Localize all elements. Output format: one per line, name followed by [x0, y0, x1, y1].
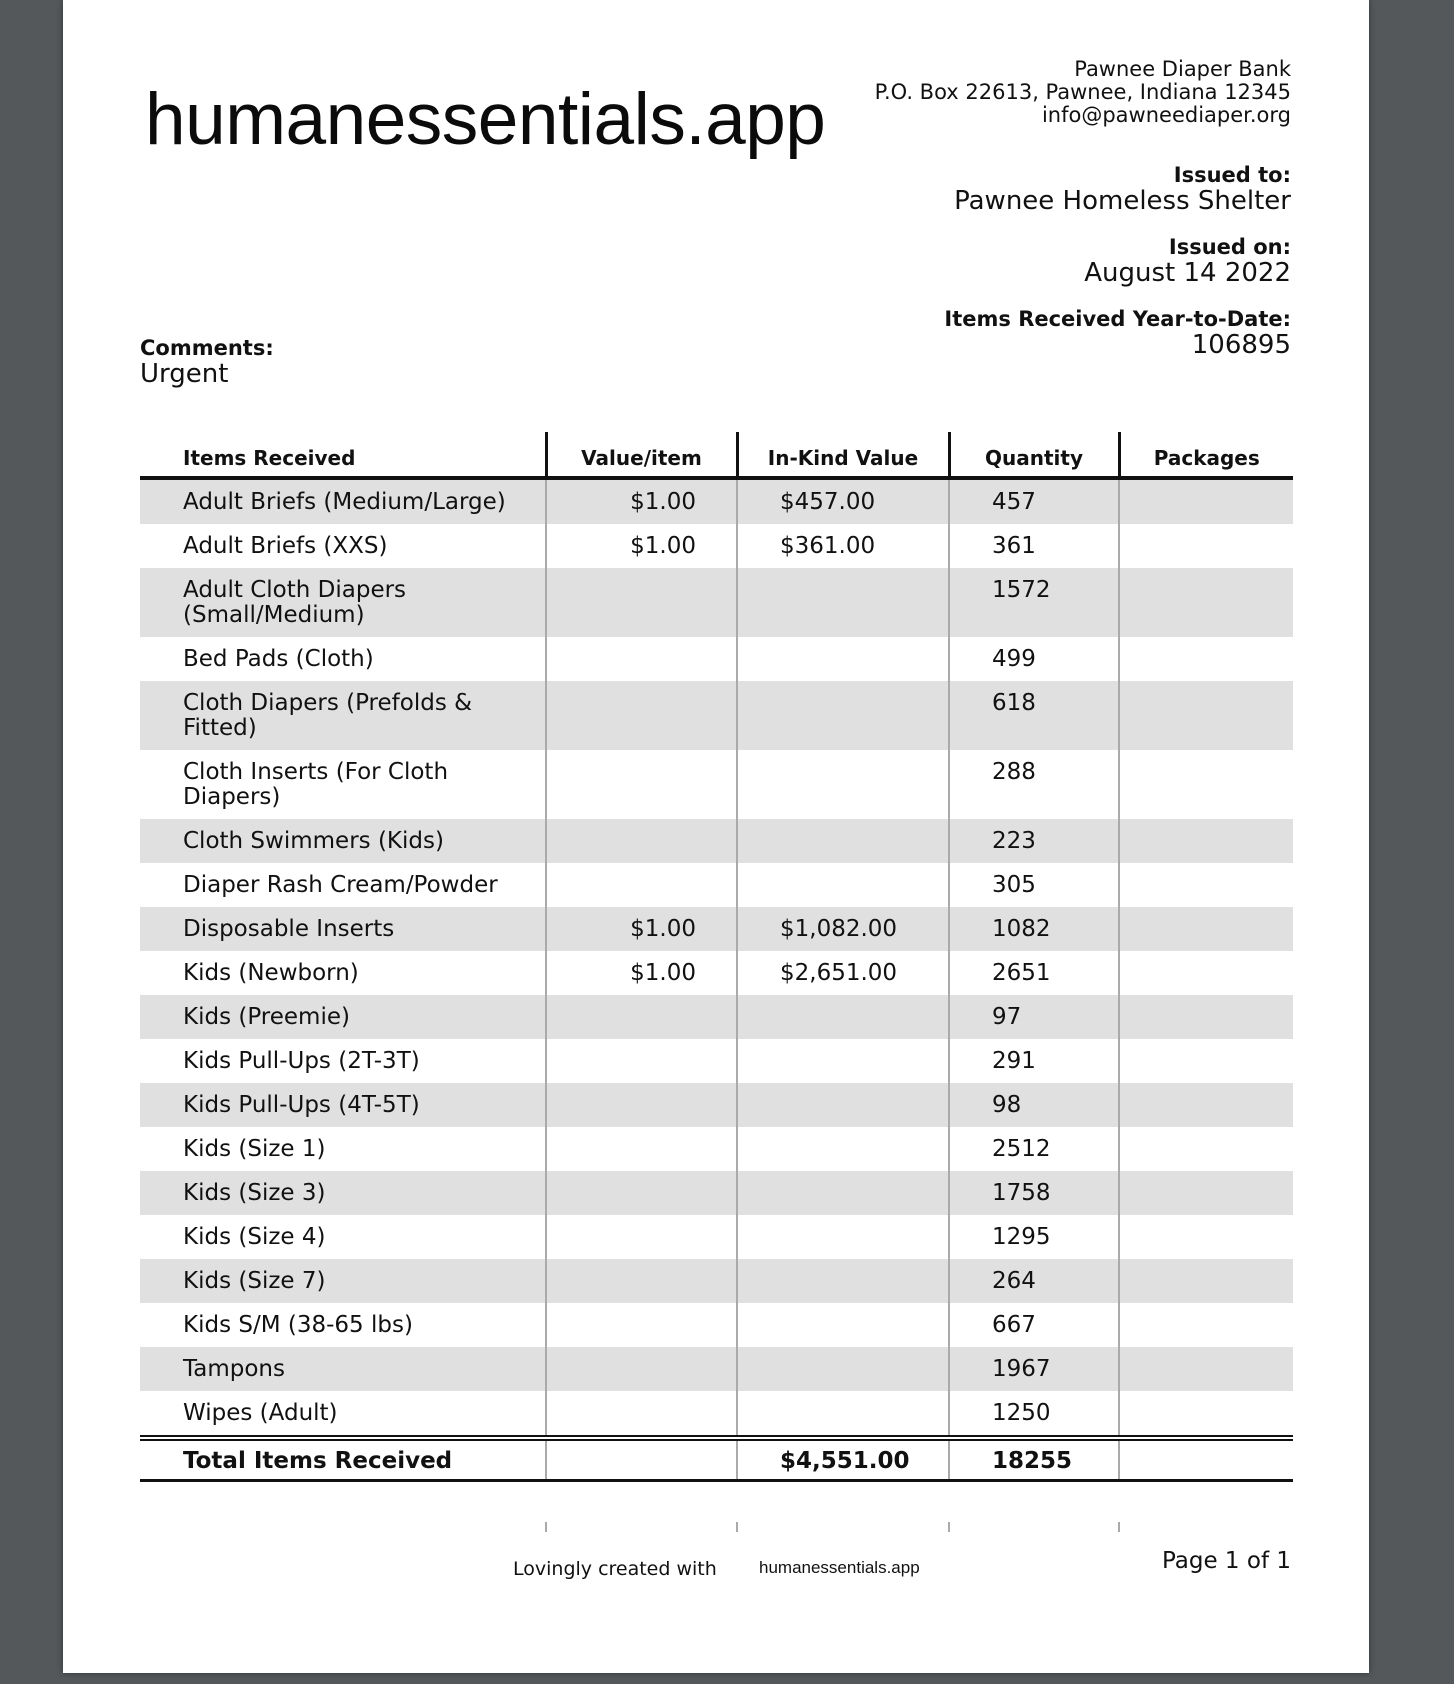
organization-name: Pawnee Diaper Bank: [1074, 57, 1291, 81]
column-divider-tail: [736, 1522, 738, 1532]
cell-quantity: 361: [949, 524, 1119, 568]
cell-item: Adult Briefs (Medium/Large): [140, 478, 546, 524]
cell-packages: [1119, 819, 1293, 863]
total-quantity: 18255: [949, 1438, 1119, 1481]
table-row: [140, 907, 1293, 951]
ytd-value: 106895: [1191, 330, 1291, 360]
cell-value-per-item: [546, 995, 737, 1039]
cell-quantity: 667: [949, 1303, 1119, 1347]
cell-in-kind-value: [737, 1127, 949, 1171]
cell-value-per-item: [546, 1303, 737, 1347]
cell-item: Kids (Newborn): [183, 960, 359, 986]
cell-quantity: 2512: [949, 1127, 1119, 1171]
cell-item: Wipes (Adult): [183, 1400, 338, 1426]
cell-item: Bed Pads (Cloth): [183, 646, 374, 672]
table-row: [140, 951, 1293, 995]
table-row: [140, 524, 1293, 568]
comments-value: Urgent: [140, 359, 229, 389]
cell-in-kind-value: $361.00: [737, 524, 949, 568]
cell-in-kind-value: [737, 1303, 949, 1347]
cell-in-kind-value: [737, 637, 949, 681]
issued-to-label: Issued to:: [1173, 163, 1291, 187]
header-value-per-item: Value/item: [546, 432, 737, 478]
header-quantity: Quantity: [949, 432, 1119, 478]
cell-packages: [1119, 1347, 1293, 1391]
cell-value-per-item: $1.00: [546, 907, 737, 951]
header-in-kind-value: In-Kind Value: [737, 432, 949, 478]
cell-quantity: 1572: [949, 568, 1119, 637]
ytd-block: [944, 307, 1291, 359]
cell-quantity: 288: [949, 750, 1119, 819]
total-packages: [1119, 1438, 1293, 1481]
cell-in-kind-value: $1,082.00: [737, 907, 949, 951]
cell-packages: [1119, 568, 1293, 637]
cell-in-kind-value: [737, 819, 949, 863]
cell-packages: [1119, 681, 1293, 750]
cell-packages: [1119, 750, 1293, 819]
cell-item: Tampons: [140, 1347, 546, 1391]
cell-in-kind-value: [737, 1083, 949, 1127]
cell-value-per-item: $1.00: [546, 524, 737, 568]
table-row: [140, 1391, 1293, 1438]
page-number: Page 1 of 1: [1161, 1548, 1291, 1574]
cell-value-per-item: [546, 1083, 737, 1127]
cell-quantity: 97: [949, 995, 1119, 1039]
cell-quantity: 98: [949, 1083, 1119, 1127]
cell-item: Kids (Size 7): [140, 1259, 546, 1303]
cell-item: Adult Briefs (XXS): [183, 533, 388, 559]
cell-in-kind-value: [737, 681, 949, 750]
organization-block: [875, 58, 1291, 127]
cell-quantity: 223: [949, 819, 1119, 863]
cell-item: Diaper Rash Cream/Powder: [183, 872, 498, 898]
table-row: [140, 750, 1293, 819]
cell-packages: [1119, 1391, 1293, 1438]
organization-email: info@pawneediaper.org: [1041, 103, 1291, 127]
cell-packages: [1119, 637, 1293, 681]
cell-value-per-item: [546, 750, 737, 819]
cell-value-per-item: [546, 568, 737, 637]
cell-value-per-item: [546, 1215, 737, 1259]
table-row: [140, 863, 1293, 907]
cell-quantity: 618: [949, 681, 1119, 750]
cell-value-per-item: $1.00: [546, 478, 737, 524]
cell-in-kind-value: [737, 1347, 949, 1391]
issued-on-block: [1084, 235, 1291, 287]
cell-item: Kids (Size 1): [183, 1136, 326, 1162]
cell-packages: [1119, 863, 1293, 907]
total-value-per-item: [546, 1438, 737, 1481]
cell-value-per-item: [546, 819, 737, 863]
table-row: [140, 681, 1293, 750]
table-row: [140, 819, 1293, 863]
cell-value-per-item: [546, 1259, 737, 1303]
column-divider-tail: [545, 1522, 547, 1532]
table-row: [140, 1083, 1293, 1127]
cell-value-per-item: [546, 1391, 737, 1438]
table-row: [140, 1215, 1293, 1259]
cell-quantity: 499: [949, 637, 1119, 681]
cell-item: Cloth Swimmers (Kids): [140, 819, 546, 863]
organization-address: P.O. Box 22613, Pawnee, Indiana 12345: [874, 80, 1291, 104]
table-row: [140, 478, 1293, 524]
cell-in-kind-value: [737, 1215, 949, 1259]
cell-quantity: 305: [949, 863, 1119, 907]
table-row: [140, 637, 1293, 681]
cell-value-per-item: [546, 863, 737, 907]
cell-packages: [1119, 1039, 1293, 1083]
cell-packages: [1119, 1259, 1293, 1303]
cell-packages: [1119, 1127, 1293, 1171]
header-items-received: Items Received: [140, 432, 546, 478]
cell-item: Kids S/M (38-65 lbs): [183, 1312, 413, 1338]
cell-packages: [1119, 478, 1293, 524]
cell-item: Kids (Size 4): [183, 1224, 326, 1250]
cell-item: Kids Pull-Ups (2T-3T): [183, 1048, 420, 1074]
total-row: [140, 1438, 1293, 1481]
cell-in-kind-value: [737, 863, 949, 907]
cell-value-per-item: [546, 1039, 737, 1083]
cell-item: Adult Cloth Diapers (Small/Medium): [140, 568, 546, 637]
cell-quantity: 264: [949, 1259, 1119, 1303]
table-row: [140, 568, 1293, 637]
cell-packages: [1119, 907, 1293, 951]
table-row: [140, 1171, 1293, 1215]
cell-item: Kids (Size 3): [140, 1171, 546, 1215]
table-header-row: [140, 432, 1293, 478]
cell-in-kind-value: [737, 1171, 949, 1215]
cell-packages: [1119, 995, 1293, 1039]
cell-quantity: 1295: [949, 1215, 1119, 1259]
cell-quantity: 1758: [949, 1171, 1119, 1215]
cell-packages: [1119, 524, 1293, 568]
cell-packages: [1119, 1303, 1293, 1347]
cell-value-per-item: [546, 1171, 737, 1215]
cell-value-per-item: $1.00: [546, 951, 737, 995]
ytd-label: Items Received Year-to-Date:: [944, 307, 1291, 331]
column-divider-tail: [948, 1522, 950, 1532]
issued-on-value: August 14 2022: [1084, 258, 1291, 288]
cell-quantity: 1967: [949, 1347, 1119, 1391]
cell-value-per-item: [546, 1127, 737, 1171]
issued-to-block: [954, 163, 1291, 215]
issued-on-label: Issued on:: [1168, 235, 1291, 259]
cell-quantity: 291: [949, 1039, 1119, 1083]
cell-in-kind-value: $2,651.00: [737, 951, 949, 995]
table-row: [140, 1127, 1293, 1171]
cell-packages: [1119, 1215, 1293, 1259]
cell-item: Kids Pull-Ups (4T-5T): [140, 1083, 546, 1127]
cell-packages: [1119, 1083, 1293, 1127]
cell-in-kind-value: [737, 568, 949, 637]
cell-value-per-item: [546, 637, 737, 681]
cell-in-kind-value: [737, 1259, 949, 1303]
cell-in-kind-value: $457.00: [737, 478, 949, 524]
cell-item: Cloth Diapers (Prefolds & Fitted): [140, 681, 546, 750]
cell-packages: [1119, 951, 1293, 995]
items-table: [140, 432, 1293, 1482]
brand-logo: humanessentials.app: [145, 79, 826, 160]
table-row: [140, 1259, 1293, 1303]
cell-value-per-item: [546, 681, 737, 750]
cell-item: Disposable Inserts: [140, 907, 546, 951]
table-row: [140, 995, 1293, 1039]
cell-quantity: 2651: [949, 951, 1119, 995]
header-packages: Packages: [1119, 432, 1293, 478]
cell-in-kind-value: [737, 1039, 949, 1083]
cell-in-kind-value: [737, 995, 949, 1039]
table-row: [140, 1303, 1293, 1347]
cell-item: Cloth Inserts (For Cloth Diapers): [183, 759, 449, 810]
footer-brand-logo: humanessentials.app: [759, 1558, 920, 1577]
comments-block: [140, 336, 274, 388]
table-row: [140, 1039, 1293, 1083]
issued-to-value: Pawnee Homeless Shelter: [954, 186, 1291, 216]
total-label: Total Items Received: [140, 1438, 546, 1481]
cell-in-kind-value: [737, 750, 949, 819]
cell-value-per-item: [546, 1347, 737, 1391]
cell-quantity: 1082: [949, 907, 1119, 951]
column-divider-tail: [1118, 1522, 1120, 1532]
comments-label: Comments:: [140, 336, 274, 360]
cell-in-kind-value: [737, 1391, 949, 1438]
total-in-kind-value: $4,551.00: [737, 1438, 949, 1481]
table-row: [140, 1347, 1293, 1391]
cell-quantity: 1250: [949, 1391, 1119, 1438]
document-page: [63, 0, 1369, 1673]
cell-quantity: 457: [949, 478, 1119, 524]
cell-item: Kids (Preemie): [140, 995, 546, 1039]
cell-packages: [1119, 1171, 1293, 1215]
footer-lovingly-text: Lovingly created with: [513, 1558, 717, 1580]
